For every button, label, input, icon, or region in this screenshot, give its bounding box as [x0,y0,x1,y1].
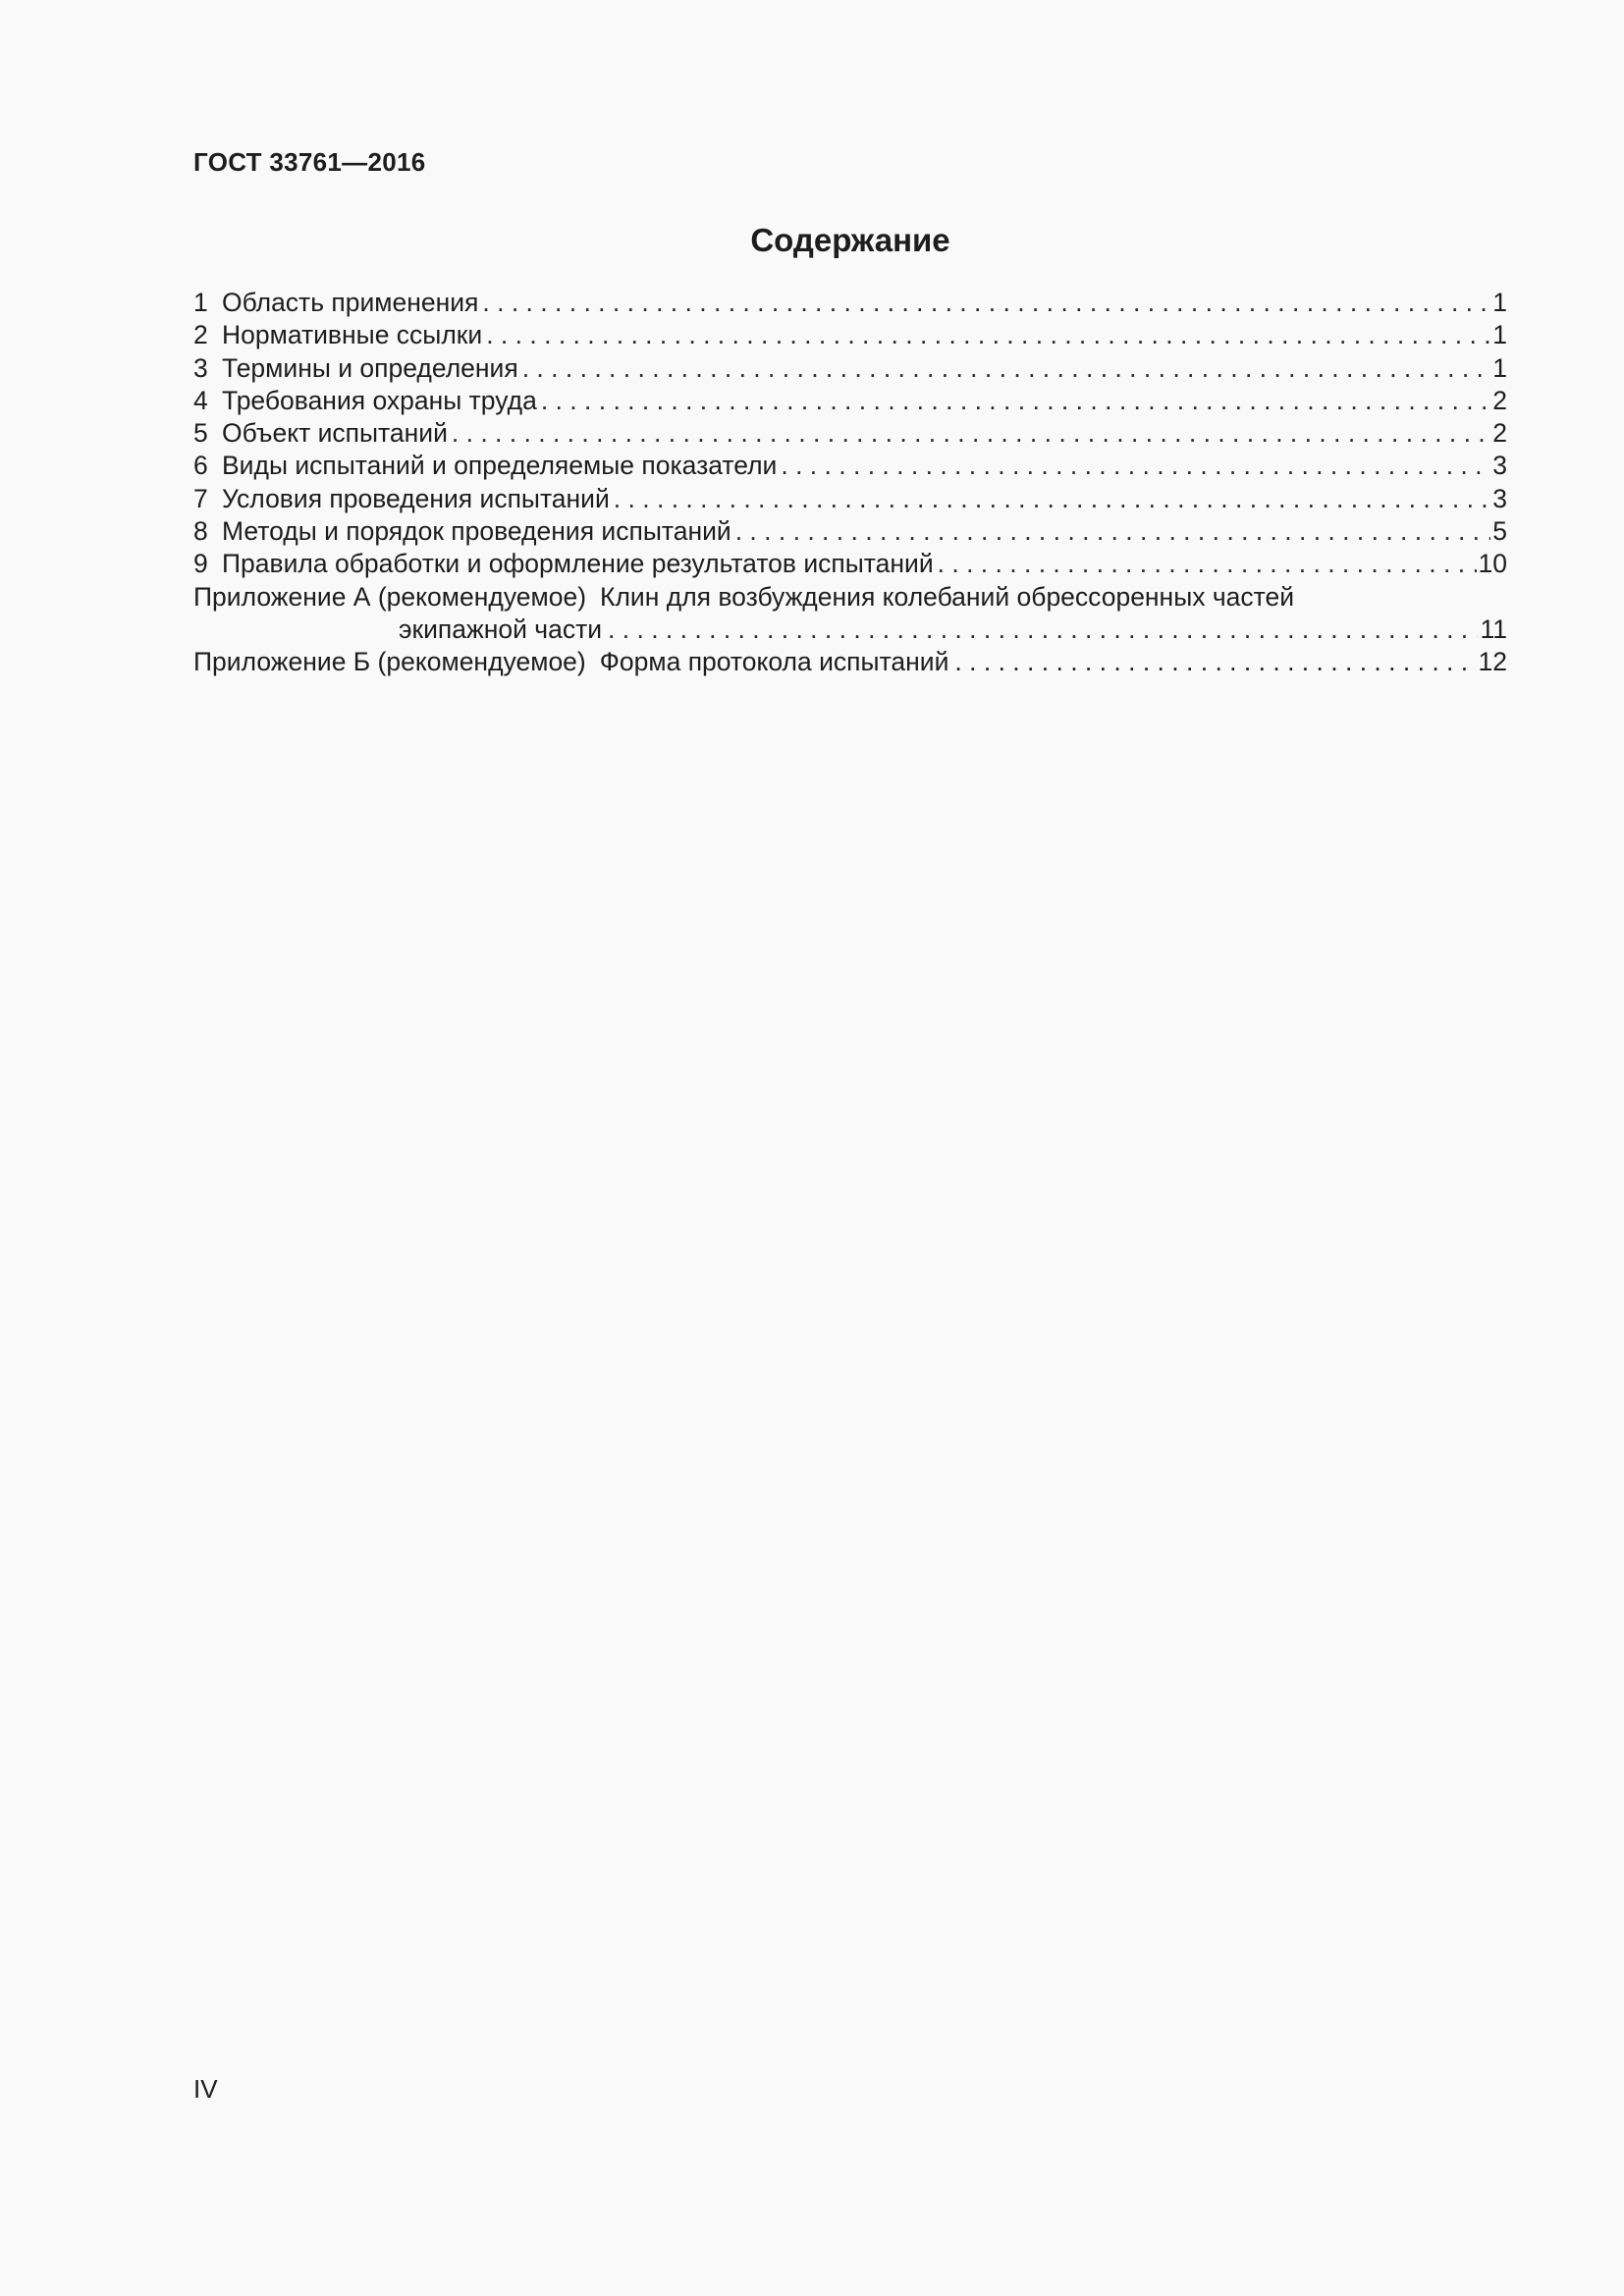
toc-entry-label: Условия проведения испытаний [222,483,610,513]
dot-leader [482,287,1490,319]
toc-entry-number: 9 [193,549,208,579]
toc-entry-page: 3 [1492,451,1507,481]
toc-entry[interactable] [193,450,1507,482]
toc-entry-label: Правила обработки и оформление результатов испытаний [222,549,934,579]
toc-entry[interactable] [193,287,1507,319]
toc-entry-label: Виды испытаний и определяемые показатели [222,451,778,481]
toc-entry-label: Нормативные ссылки [222,320,483,350]
toc-entry-number: 3 [193,352,208,383]
toc-entry-page: 11 [1480,614,1507,644]
toc-entry-number: 1 [193,288,208,317]
toc-entry-label: Методы и порядок проведения испытаний [222,516,731,547]
toc-entry[interactable] [193,319,1507,351]
toc-entry[interactable] [193,483,1507,515]
dot-leader [614,483,1490,515]
dot-leader [735,515,1491,548]
appendix-name: Приложение А (рекомендуемое) [193,581,587,612]
appendix-title: Клин для возбуждения колебаний обрессоренных частей [600,581,1295,612]
toc-entry-page: 2 [1492,418,1507,449]
dot-leader [541,385,1490,417]
page-title: Содержание [750,222,950,258]
page-number: IV [193,2074,218,2104]
toc-entry-label: Объект испытаний [222,418,448,449]
dot-leader [938,548,1477,580]
toc-entry-page: 3 [1492,483,1507,513]
toc-entry-page: 1 [1492,352,1507,383]
appendix-name: Приложение Б (рекомендуемое) [193,647,586,677]
dot-leader [522,352,1491,385]
appendix-title: Форма протокола испытаний [599,647,949,677]
toc-entry-label: Термины и определения [222,352,518,383]
toc-entry-page: 2 [1492,385,1507,415]
toc-entry-label: Область применения [222,288,479,317]
toc-entry-number: 8 [193,516,208,547]
toc-entry[interactable] [193,385,1507,417]
toc-entry-number: 4 [193,385,208,415]
toc-entry-number: 5 [193,418,208,449]
toc-entry[interactable] [193,515,1507,548]
toc-entry-label: Требования охраны труда [222,385,537,415]
table-of-contents [193,287,1507,679]
toc-entry-number: 6 [193,451,208,481]
toc-entry-page: 12 [1478,647,1507,677]
toc-entry[interactable] [193,548,1507,580]
toc-entry[interactable] [193,352,1507,385]
toc-entry-number: 7 [193,483,208,513]
toc-appendix-b[interactable] [193,646,1507,678]
dot-leader [486,319,1490,351]
dot-leader [781,450,1490,482]
dot-leader [452,417,1490,450]
toc-entry-page: 10 [1478,549,1507,579]
toc-entry[interactable] [193,417,1507,450]
toc-entry-number: 2 [193,320,208,350]
toc-entry-page: 1 [1492,288,1507,317]
appendix-title-continued: экипажной части [399,614,603,644]
document-code: ГОСТ 33761—2016 [193,147,426,177]
toc-appendix-a[interactable] [193,581,1507,647]
toc-entry-page: 1 [1492,320,1507,350]
dot-leader [954,646,1476,678]
toc-entry-page: 5 [1492,516,1507,547]
dot-leader [608,614,1478,646]
